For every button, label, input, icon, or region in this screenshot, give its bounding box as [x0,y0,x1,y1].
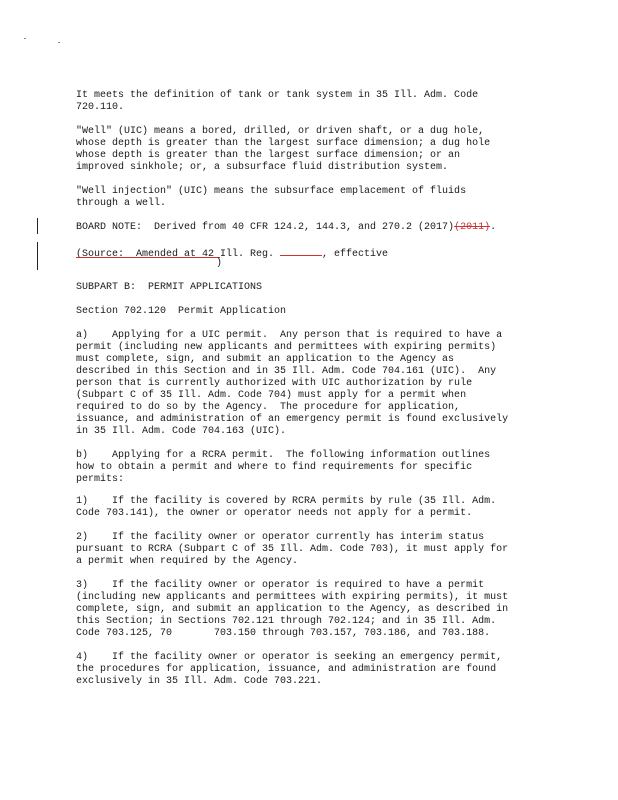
text-line: exclusively in 35 Ill. Adm. Code 703.221. [76,676,323,687]
text-line: (Subpart C of 35 Ill. Adm. Code 704) must apply for a permit when [76,390,467,401]
effective-date-blank [76,257,220,258]
section-heading: Section 702.120 Permit Application [76,306,287,317]
text-line: a permit when required by the Agency. [76,556,299,567]
text-line: permit (including new applicants and permittees with expiring permits) [76,342,497,353]
text-line: person that is currently authorized with UIC authorization by rule [76,378,473,389]
subpart-heading: SUBPART B: PERMIT APPLICATIONS [76,282,263,293]
closing-paren: ) [216,258,223,269]
item-3: 3) If the facility owner or operator is required to have a permit [76,580,485,591]
change-bar [37,242,38,270]
text-line: must complete, sign, and submit an application to the Agency as [76,354,455,365]
text-line: complete, sign, and submit an application to the Agency, as described in [76,604,509,615]
effective-label: , effective [322,249,389,260]
text-line: It meets the definition of tank or tank system in 35 Ill. Adm. Code [76,90,479,101]
text-line: described in this Section and in 35 Ill. Adm. Code 704.161 (UIC). Any [76,366,497,377]
text-line: the procedures for application, issuance, and administration are found [76,664,497,675]
text-line: improved sinkhole; or, a subsurface fluid distribution system. [76,162,449,173]
text-line: how to obtain a permit and where to find requirements for specific [76,462,473,473]
text-line: in 35 Ill. Adm. Code 704.163 (UIC). [76,426,287,437]
text-line: this Section; in Sections 702.121 through 702.124; and in 35 Ill. Adm. [76,616,497,627]
scan-speck [24,38,26,39]
text-line: Code 703.141), the owner or operator needs not apply for a permit. [76,508,473,519]
paragraph-b: b) Applying for a RCRA permit. The following information outlines [76,450,491,461]
definition-well-injection: "Well injection" (UIC) means the subsurface emplacement of fluids [76,186,467,197]
reg-blank [280,246,322,256]
change-bar [37,218,38,234]
text-line: whose depth is greater than the largest surface dimension; a dug hole [76,138,491,149]
definition-well: "Well" (UIC) means a bored, drilled, or driven shaft, or a dug hole, [76,126,485,137]
deleted-year: (2011) [454,222,491,233]
source-text: (Source: Amended at 42 Ill. Reg. [76,249,281,260]
text-line: Code 703.125, 70 703.150 through 703.157, 703.186, and 703.188. [76,628,491,639]
item-2: 2) If the facility owner or operator currently has interim status [76,532,485,543]
board-note [76,222,496,234]
text-line: whose depth is greater than the largest surface dimension; or an [76,150,461,161]
text-line: required to do so by the Agency. The procedure for application, [76,402,461,413]
board-note-text: BOARD NOTE: Derived from 40 CFR 124.2, 144.3, and 270.2 (2017) [76,222,455,233]
period: . [490,222,497,233]
scan-speck [58,42,60,43]
text-line: pursuant to RCRA (Subpart C of 35 Ill. Adm. Code 703), it must apply for [76,544,509,555]
item-4: 4) If the facility owner or operator is seeking an emergency permit, [76,652,503,663]
text-line: through a well. [76,198,167,209]
item-1: 1) If the facility is covered by RCRA permits by rule (35 Ill. Adm. [76,496,497,507]
source-note [76,246,388,261]
paragraph-a: a) Applying for a UIC permit. Any person that is required to have a [76,330,503,341]
text-line: (including new applicants and permittees with expiring permits), it must [76,592,509,603]
text-line: issuance, and administration of an emergency permit is found exclusively [76,414,509,425]
text-line: 720.110. [76,102,125,113]
text-line: permits: [76,474,125,485]
